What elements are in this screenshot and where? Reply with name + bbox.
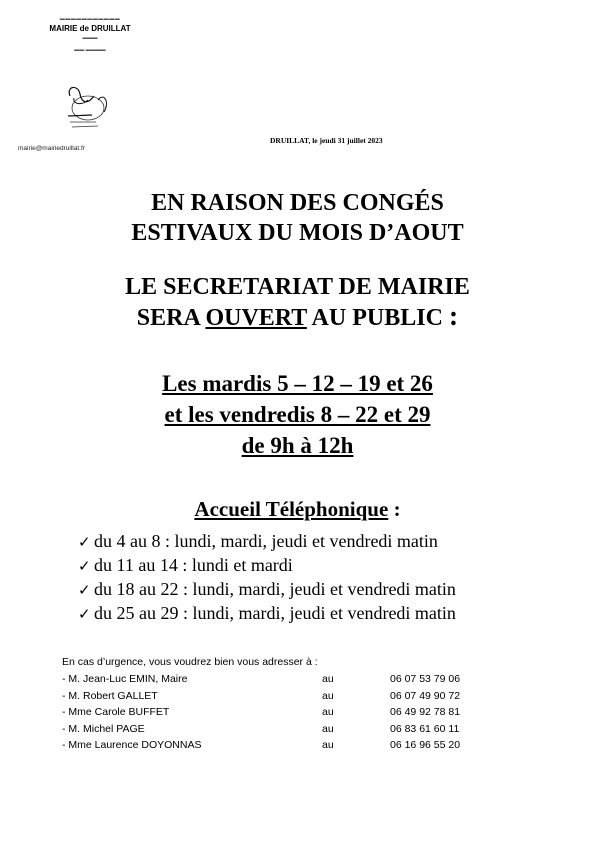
contact-phone: 06 16 96 55 20 (390, 739, 461, 751)
emergency-contacts (62, 673, 582, 756)
headline-secretariat (0, 272, 595, 333)
letterhead-name: MAIRIE de DRUILLAT (49, 24, 131, 33)
headline-line-3: LE SECRETARIAT DE MAIRIE (125, 274, 470, 300)
list-item-text: du 25 au 29 : lundi, mardi, jeudi et vendredi matin (94, 603, 456, 623)
schedule-hours: de 9h à 12h (241, 433, 354, 458)
date-line: DRUILLAT, le jeudi 31 juillet 2023 (270, 136, 383, 145)
mayor-signature-stamp (58, 82, 118, 134)
contact-phone: 06 07 53 79 06 (390, 673, 461, 685)
letterhead-address: ▬▬ ▬▬▬▬ (74, 47, 106, 53)
headline-colon: : (448, 301, 459, 332)
schedule-tuesdays: Les mardis 5 – 12 – 19 et 26 (162, 371, 433, 396)
letterhead-rule: ▬▬▬ (82, 35, 98, 41)
checkmark-icon: ✓ (78, 557, 91, 575)
contact-au: au (322, 673, 334, 685)
list-item (78, 578, 578, 602)
contact-row (62, 690, 582, 707)
opening-schedule (0, 368, 595, 461)
checkmark-icon: ✓ (78, 533, 91, 551)
list-item-text: du 11 au 14 : lundi et mardi (94, 555, 293, 575)
headline-conges (0, 188, 595, 248)
contact-row (62, 706, 582, 723)
headline-line-4-post: AU PUBLIC (306, 305, 449, 331)
contact-phone: 06 49 92 78 81 (390, 706, 461, 718)
phone-reception-label: Accueil Téléphonique (194, 497, 389, 521)
list-item (78, 602, 578, 626)
list-item-text: du 18 au 22 : lundi, mardi, jeudi et vendredi matin (94, 579, 456, 599)
contact-name: - M. Michel PAGE (62, 722, 145, 735)
phone-reception-colon: : (388, 497, 401, 521)
phone-reception-list (78, 530, 578, 626)
schedule-fridays: et les vendredis 8 – 22 et 29 (164, 402, 431, 427)
headline-line-4 (0, 302, 595, 333)
contact-name: - Mme Carole BUFFET (62, 706, 170, 718)
checkmark-icon: ✓ (78, 581, 91, 599)
contact-name: - M. Jean-Luc EMIN, Maire (62, 673, 188, 685)
contact-au: au (322, 739, 334, 751)
phone-reception-heading (0, 497, 595, 522)
contact-au: au (322, 689, 334, 702)
contact-au: au (322, 722, 334, 735)
contact-row (62, 673, 582, 690)
list-item (78, 554, 578, 578)
contact-phone: 06 07 49 90 72 (390, 689, 461, 702)
contact-au: au (322, 706, 334, 718)
contact-row (62, 723, 582, 740)
list-item-text: du 4 au 8 : lundi, mardi, jeudi et vendredi matin (94, 531, 438, 551)
contact-row (62, 739, 582, 756)
headline-ouvert: OUVERT (205, 305, 307, 331)
email-address: mairie@mairiedruillat.fr (18, 145, 85, 152)
contact-name: - M. Robert GALLET (62, 689, 158, 702)
headline-line-4-pre: SERA (136, 305, 206, 331)
checkmark-icon: ✓ (78, 605, 91, 623)
contact-phone: 06 83 61 60 11 (390, 722, 460, 735)
letterhead-top-line: ▬▬▬▬▬▬▬▬▬▬▬ (59, 16, 121, 22)
headline-line-2: ESTIVAUX DU MOIS D’AOUT (131, 220, 464, 246)
letterhead (20, 16, 160, 53)
headline-line-1: EN RAISON DES CONGÉS (151, 190, 444, 216)
contact-name: - Mme Laurence DOYONNAS (62, 739, 202, 751)
emergency-intro: En cas d’urgence, vous voudrez bien vous adresser à : (62, 656, 318, 668)
list-item (78, 530, 578, 554)
